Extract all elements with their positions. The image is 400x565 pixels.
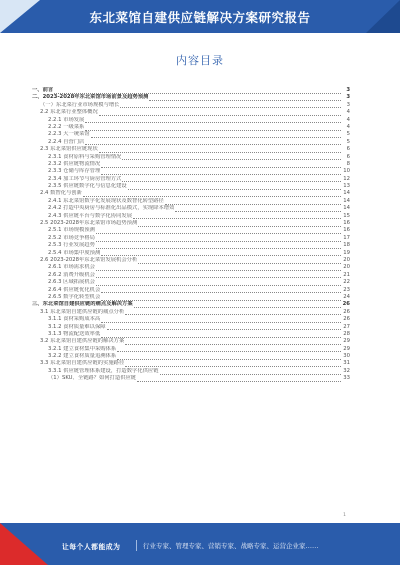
toc-entry-page: 22	[343, 279, 350, 286]
toc-entry[interactable]	[32, 176, 350, 183]
toc-leader-dots	[128, 184, 341, 190]
toc-entry-label: 2.6.1 市场需求机会	[48, 264, 95, 271]
toc-leader-dots	[125, 309, 341, 315]
toc-entry-label: 2.3.4 加工环节与厨房管理方式	[48, 175, 122, 182]
toc-entry[interactable]	[32, 154, 350, 161]
toc-entry-page: 3	[346, 101, 350, 108]
toc-leader-dots	[134, 302, 341, 308]
toc-entry[interactable]	[32, 146, 350, 153]
toc-leader-dots	[122, 176, 341, 182]
toc-entry[interactable]	[32, 264, 350, 271]
footer-brand-text: 让每个人都能成为	[62, 543, 121, 551]
toc-entry-page: 4	[346, 116, 350, 123]
toc-entry-label: 2.3.5 供应链数字化与信息化建设	[48, 183, 127, 190]
page-header	[0, 0, 400, 33]
toc-entry-label: 3.1.3 物流配送效率低	[48, 330, 101, 337]
toc-entry-label: 2.2.2 一级菜系	[48, 123, 85, 130]
toc-leader-dots	[117, 346, 341, 352]
toc-entry[interactable]	[32, 227, 350, 234]
toc-entry-page: 5	[346, 138, 350, 145]
toc-entry-label: 2.4.1 东北菜馆数字化发展现状及数智化转型路径	[48, 197, 164, 204]
toc-entry[interactable]	[32, 272, 350, 279]
toc-entry[interactable]	[32, 324, 350, 331]
toc-entry[interactable]	[32, 117, 350, 124]
toc-entry-label: 3.1.2 食材质量难以保障	[48, 323, 106, 330]
toc-leader-dots	[85, 117, 341, 123]
toc-entry-page: 14	[343, 205, 350, 212]
toc-leader-dots	[96, 265, 341, 271]
toc-entry-page: 4	[346, 109, 350, 116]
toc-leader-dots	[96, 280, 341, 286]
toc-entry-label: 二、2023-2028年东北菜馆市场前景及趋势预测	[32, 94, 149, 101]
toc-entry-label: 2.6.4 供应链优化机会	[48, 286, 101, 293]
toc-entry-page: 27	[343, 323, 350, 330]
table-of-contents	[32, 87, 350, 383]
toc-entry-page: 5	[346, 131, 350, 138]
toc-entry[interactable]	[32, 368, 350, 375]
toc-entry[interactable]	[32, 235, 350, 242]
toc-entry-page: 14	[343, 197, 350, 204]
toc-entry-page: 23	[343, 286, 350, 293]
toc-entry[interactable]	[32, 124, 350, 131]
toc-entry-page: 12	[343, 175, 350, 182]
toc-entry[interactable]	[32, 220, 350, 227]
toc-entry-label: 2.3 东北菜馆供应链现状	[40, 146, 98, 153]
toc-entry-page: 21	[343, 271, 350, 278]
toc-entry-label: 2.6 2023-2028年东北菜馆发展机会分析	[40, 256, 138, 263]
toc-entry-page: 14	[343, 190, 350, 197]
toc-leader-dots	[85, 139, 341, 145]
toc-entry-label: （1）SKU、全链路？如何打造供应链	[48, 375, 137, 382]
toc-entry[interactable]	[32, 161, 350, 168]
toc-leader-dots	[137, 376, 341, 382]
toc-entry-page: 29	[343, 345, 350, 352]
toc-entry-label: 2.3.3 仓储与库存管理	[48, 168, 101, 175]
toc-entry-label: 2.4 数智化与创新	[40, 190, 82, 197]
toc-entry-label: 2.5.2 市场竞争格局	[48, 234, 95, 241]
toc-entry[interactable]	[32, 131, 350, 138]
toc-entry-label: 3.3 东北菜馆自建供应链的实施路径	[40, 360, 125, 367]
toc-entry-page: 8	[346, 160, 350, 167]
report-title: 东北菜馆自建供应链解决方案研究报告	[89, 10, 311, 25]
toc-leader-dots	[165, 199, 341, 205]
toc-entry[interactable]	[32, 198, 350, 205]
toc-entry-label: 3.2.1 建立食材集中采购体系	[48, 345, 117, 352]
toc-entry-page: 15	[343, 212, 350, 219]
toc-entry-page: 30	[343, 353, 350, 360]
toc-entry-page: 33	[343, 375, 350, 382]
toc-leader-dots	[117, 354, 341, 360]
toc-leader-dots	[96, 243, 341, 249]
toc-entry-label: 3.2.2 建立食材质量追溯体系	[48, 353, 117, 360]
toc-leader-dots	[107, 324, 341, 330]
toc-entry-page: 26	[343, 316, 350, 323]
toc-entry-page: 20	[343, 256, 350, 263]
toc-entry[interactable]	[32, 360, 350, 367]
toc-entry[interactable]	[32, 287, 350, 294]
toc-entry[interactable]	[32, 294, 350, 301]
toc-leader-dots	[85, 125, 341, 131]
toc-entry-label: （一）东北菜行业市场规模与增长	[40, 101, 120, 108]
toc-entry-label: 2.2.1 市场发展	[48, 116, 85, 123]
toc-leader-dots	[125, 339, 341, 345]
toc-entry-page: 16	[343, 220, 350, 227]
toc-entry-label: 2.4.3 供应链平台与数字化协同发展	[48, 212, 133, 219]
toc-leader-dots	[83, 191, 341, 197]
toc-entry[interactable]	[32, 316, 350, 323]
toc-entry-page: 32	[343, 367, 350, 374]
page-footer	[0, 523, 400, 565]
toc-heading: 内容目录	[176, 54, 224, 67]
toc-entry-label: 2.2.3 大一统菜馆	[48, 131, 90, 138]
toc-entry[interactable]	[32, 109, 350, 116]
toc-entry-page: 28	[343, 330, 350, 337]
footer-divider	[136, 540, 137, 551]
toc-leader-dots	[133, 213, 341, 219]
toc-entry-label: 2.4.2 打造中央厨房与标准化出品模式，实现降本增效	[48, 205, 175, 212]
toc-entry[interactable]	[32, 331, 350, 338]
toc-leader-dots	[99, 147, 341, 153]
toc-entry-label: 2.2 东北菜行业整体概况	[40, 109, 98, 116]
toc-entry[interactable]	[32, 309, 350, 316]
toc-entry-page: 10	[343, 168, 350, 175]
toc-entry-page: 3	[346, 87, 350, 93]
toc-entry[interactable]	[32, 257, 350, 264]
toc-entry-label: 2.3.2 供应链物流情况	[48, 160, 101, 167]
toc-entry[interactable]	[32, 183, 350, 190]
toc-leader-dots	[125, 361, 341, 367]
toc-entry[interactable]	[32, 94, 350, 101]
toc-leader-dots	[138, 258, 341, 264]
toc-entry-label: 2.6.2 消费升级机会	[48, 271, 95, 278]
toc-entry[interactable]	[32, 190, 350, 197]
toc-leader-dots	[101, 250, 341, 256]
toc-entry[interactable]	[32, 205, 350, 212]
toc-entry-page: 20	[343, 264, 350, 271]
toc-leader-dots	[101, 162, 341, 168]
toc-leader-dots	[175, 206, 341, 212]
toc-entry-page: 31	[343, 360, 350, 367]
toc-leader-dots	[91, 132, 341, 138]
toc-entry[interactable]	[32, 213, 350, 220]
toc-leader-dots	[54, 88, 341, 94]
toc-leader-dots	[96, 236, 341, 242]
toc-entry[interactable]	[32, 242, 350, 249]
toc-leader-dots	[96, 272, 341, 278]
toc-entry-label: 3.1.1 食材采购成本高	[48, 316, 101, 323]
toc-entry-page: 6	[346, 153, 350, 160]
toc-entry[interactable]	[32, 279, 350, 286]
toc-entry-label: 3.3.1 供应链管理体系建设，打造数字化供应链	[48, 367, 159, 374]
toc-leader-dots	[101, 317, 341, 323]
toc-entry-page: 26	[343, 308, 350, 315]
toc-entry[interactable]	[32, 87, 350, 94]
toc-entry-page: 24	[343, 293, 350, 300]
toc-leader-dots	[149, 95, 341, 101]
toc-entry-label: 三、东北菜馆自建供应链的痛点及解决方案	[32, 301, 133, 308]
toc-entry-label: 2.3.1 食材原料与采购管理情况	[48, 153, 122, 160]
toc-entry-label: 2.5.4 市场集中度预测	[48, 249, 101, 256]
toc-entry-page: 26	[342, 301, 350, 308]
footer-slogan: 行业专家、管理专家、营销专家、战略专家、运营企业家……	[143, 542, 319, 550]
toc-leader-dots	[96, 228, 341, 234]
toc-leader-dots	[99, 110, 341, 116]
toc-entry-page: 16	[343, 227, 350, 234]
toc-leader-dots	[122, 154, 341, 160]
toc-entry[interactable]	[32, 139, 350, 146]
toc-leader-dots	[101, 332, 341, 338]
toc-entry-page: 3	[346, 94, 350, 101]
toc-leader-dots	[101, 287, 341, 293]
toc-entry-page: 13	[343, 183, 350, 190]
toc-leader-dots	[101, 295, 341, 301]
toc-entry[interactable]	[32, 301, 350, 308]
toc-entry[interactable]	[32, 346, 350, 353]
toc-leader-dots	[160, 369, 341, 375]
toc-entry-page: 19	[343, 249, 350, 256]
page-number: 1	[343, 513, 346, 518]
toc-entry-label: 2.5.3 行业发展趋势	[48, 242, 95, 249]
toc-entry-label: 一、前言	[32, 87, 54, 93]
toc-entry-label: 2.5 2023-2028年东北菜馆市场趋势预测	[40, 220, 138, 227]
toc-entry-page: 4	[346, 123, 350, 130]
toc-leader-dots	[138, 221, 341, 227]
toc-entry[interactable]	[32, 250, 350, 257]
toc-entry-page: 29	[343, 338, 350, 345]
toc-leader-dots	[120, 102, 341, 108]
toc-entry-page: 17	[343, 234, 350, 241]
toc-entry[interactable]	[32, 168, 350, 175]
toc-entry-label: 2.2.4 自营门店	[48, 138, 85, 145]
toc-entry-label: 2.6.5 数字化转型机会	[48, 293, 101, 300]
toc-entry-label: 2.5.1 市场规模预测	[48, 227, 95, 234]
toc-leader-dots	[101, 169, 341, 175]
toc-entry-label: 3.2 东北菜馆自建供应链的解决方案	[40, 338, 125, 345]
toc-entry[interactable]	[32, 353, 350, 360]
toc-entry[interactable]	[32, 375, 350, 382]
toc-entry-label: 2.6.3 区域拓展机会	[48, 279, 95, 286]
footer-red-accent	[0, 523, 48, 565]
toc-entry[interactable]	[32, 338, 350, 345]
toc-entry-page: 6	[346, 146, 350, 153]
toc-entry-label: 3.1 东北菜馆自建供应链的痛点分析	[40, 308, 125, 315]
toc-entry[interactable]	[32, 102, 350, 109]
toc-entry-page: 18	[343, 242, 350, 249]
